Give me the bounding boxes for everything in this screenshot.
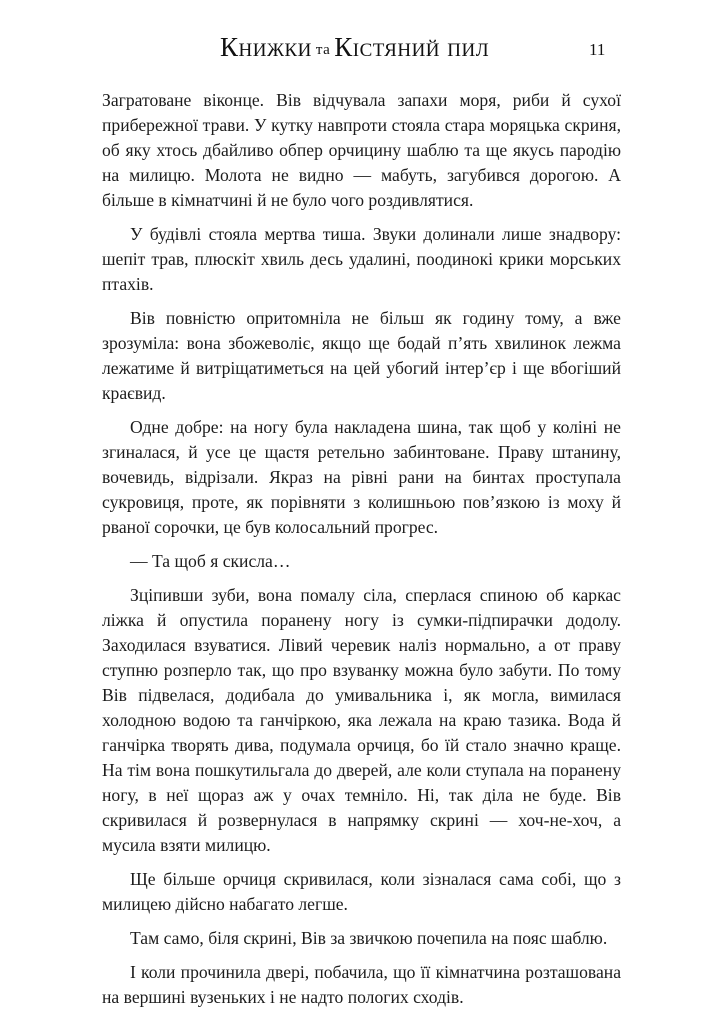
paragraph: Там само, біля скрині, Вів за звичкою почепила на пояс шаблю. — [130, 928, 608, 948]
paragraph: У будівлі стояла мертва тиша. Звуки долинали лише знадвору: шепіт трав, плюскіт хвиль десь удалині, поодинокі крики морських птахів. — [102, 224, 621, 294]
page-header — [0, 30, 728, 66]
running-title-conjunction: та — [315, 42, 331, 58]
paragraph: Загратоване віконце. Вів відчувала запахи моря, риби й сухої прибережної трави. У кутку навпроти стояла стара моряцька скриня, об яку хтось дбайливо обпер орчицину шаблю та ще якусь пародію на милицю. Молота не видно — мабуть, загубився дорогою. А більше в кімнатчині й не було чого роздивлятися. — [102, 90, 621, 210]
dialogue-line: — Та щоб я скисла… — [130, 551, 291, 571]
running-title — [220, 32, 489, 63]
paragraph: Одне добре: на ногу була накладена шина, так щоб у коліні не згиналася, й усе це щастя ретельно забинтоване. Праву штанину, вочевидь, відрізали. Якраз на рівні рани на бинтах проступала сукровиця, проте, як порівняти з колишньою пов’язкою із моху й рваної сорочки, це був колосальний прогрес. — [102, 417, 621, 537]
paragraph: Зціпивши зуби, вона помалу сіла, сперлася спиною об каркас ліжка й опустила поранену ногу із сумки-підпирачки додолу. Заходилася взуватися. Лівий черевик наліз нормально, а от праву ступню розперло так, що про взуванку можна було забути. По тому Вів підвелася, додибала до умивальника і, як могла, вимилася холодною водою та ганчіркою, яка лежала на краю тазика. Вода й ганчірка творять дива, подумала орчиця, бо їй стало значно краще. На тім вона пошкутильгала до дверей, але коли ступала на поранену ногу, в неї щораз аж у очах темніло. Ні, так діла не буде. Вів скривилася й розвернулася в напрямку скрині — хоч-не-хоч, а мусила взяти милицю. — [102, 585, 621, 855]
running-title-part-2: Кістяний пил — [334, 32, 490, 62]
paragraph: Вів повністю опритомніла не більш як годину тому, а вже зрозуміла: вона збожеволіє, якщо ще бодай п’ять хвилинок лежма лежатиме й витріщатиметься на цей убогий інтер’єр і ще вбогіший краєвид. — [102, 308, 621, 403]
paragraph: Ще більше орчиця скривилася, коли зізналася сама собі, що з милицею дійсно набагато легше. — [102, 869, 621, 914]
paragraph: І коли прочинила двері, побачила, що її кімнатчина розташована на вершині вузеньких і не надто пологих сходів. — [102, 962, 621, 1007]
page-number: 11 — [589, 40, 606, 59]
running-title-part-1: Книжки — [220, 32, 312, 62]
body-text — [102, 88, 621, 1019]
